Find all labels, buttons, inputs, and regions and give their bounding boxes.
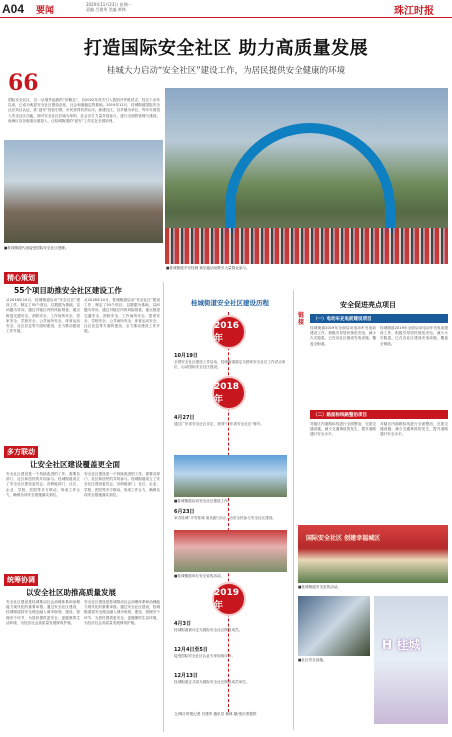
left-photo <box>4 140 163 243</box>
section-body-cont: 从2018年10月，桂城街道启动“安全社区”建设工作，制定了55个项目，以数据为基础，以问题为导向，通过对辖区内的风险排查，重点推进交通安全、消防安全、工作场所安全、居家安全、学校安全、公共场所安全、体育运动安全、社区应急等方面的建设，全力推动建设工作开展。 <box>84 298 160 334</box>
sidebar-photo-caption: ■社区安全设施。 <box>298 658 327 662</box>
date-block <box>86 2 176 12</box>
newspaper-logo: 珠江时报 <box>394 6 434 17</box>
sidebar-item-text-cont: 桂城街道2019年全面启动电动车充电前建设工作，积极引导居民规范充电，减少火灾隐患。已在各社区建成充电设施，覆盖全街道。 <box>380 326 448 346</box>
event-text: 全国安全社区建设工作启动，桂城街道被定为国家安全社区工作试点单位，启动国际安全社区建设。 <box>174 360 286 369</box>
column-divider <box>163 282 164 732</box>
timeline-title: 桂城街道安全社区建设历程 <box>191 299 269 307</box>
section-body: 从2018年10月，桂城街道启动“安全社区”建设工作，制定了55个项目，以数据为基础，以问题为导向，通过对辖区内的风险排查，重点推进交通安全、消防安全、工作场所安全、居家安全、学校安全、公共场所安全、体育运动安全、社区应急等方面的建设，全力推动建设工作开展。 <box>6 298 80 334</box>
section-body-cont: 安全社区建设是一个持续改进的工作，需要各部门、社区和居民的共同参与。桂城街道成立了安全社区建设委员会，各职能部门、社区、企业、学校、医院等多方联动，形成工作合力，确保各项安全措施落实到位。 <box>84 472 160 497</box>
headline: 打造国际安全社区 助力高质量发展 <box>83 38 369 59</box>
crowd <box>165 228 448 264</box>
timeline-photo-caption: ■桂城街道举办安全宣传活动。 <box>174 574 225 578</box>
building-sign: H 桂城 <box>382 638 421 652</box>
year-badge-2018: 2018年 <box>212 376 246 410</box>
timeline-photo-1 <box>174 455 287 497</box>
event-date: 12月4日至5日 <box>174 647 208 653</box>
section-tag: 多方联动 <box>4 446 38 458</box>
event-date: 12月13日 <box>174 673 198 679</box>
credit-line: 文/珠江时报记者 吕建华 通讯员 黄林 图/受访者提供 <box>174 712 257 716</box>
event-text: 举办桂城“平安桂城 欢乐跑”活动，动员全民参与安全社区建设。 <box>174 516 276 520</box>
inflatable-arch <box>225 123 395 233</box>
photo-banner: 国际安全社区 创建幸福城区 <box>306 535 381 542</box>
sidebar-photo-caption: ■桂城街道安全宣传活动。 <box>298 585 341 589</box>
main-photo-caption: ■桂城街道平安桂城 欢乐跑活动吸引大量群众参与。 <box>166 266 250 270</box>
sidebar-photo-3 <box>374 596 448 724</box>
masthead <box>0 0 452 18</box>
section-title: 55个项目助推安全社区建设工作 <box>14 286 122 295</box>
section-tag: 统筹协调 <box>4 574 38 586</box>
editor-line: 责编 吕建华 美编 黄林 <box>86 7 126 12</box>
sidebar-title: 安全促进亮点项目 <box>340 301 396 309</box>
subheadline: 桂城大力启动“安全社区”建设工作，为居民提供安全健康的环境 <box>106 66 346 76</box>
date-line: 2020年11月23日 星期一 <box>86 2 132 7</box>
left-photo-caption: ■桂城街道代表接受国际安全社区授牌。 <box>4 246 69 250</box>
sidebar-photo-2 <box>298 596 370 656</box>
event-date: 10月19日 <box>174 353 198 359</box>
sidebar-item-text: 对辖区内道路标线进行全面整治，完善交通设施，减少交通事故的发生，提升道路通行安全水平。 <box>310 422 376 437</box>
year-badge-2016: 2016年 <box>212 315 246 349</box>
section-name: 要闻 <box>36 6 55 16</box>
event-text: 桂城街道被评定为国际安全社区网络成员。 <box>174 628 243 632</box>
page-number: A04 <box>2 2 25 16</box>
timeline-photo-caption: ■桂城街道启动安全社区建设工作。 <box>174 499 232 503</box>
event-text: 接受国际安全社区认证专家现场评审。 <box>174 654 236 658</box>
main-photo <box>165 88 448 264</box>
section-body: 安全社区建设是桂城推动社会治理体系和治理能力现代化的重要举措。通过安全社区建设，桂城街道将安全理念融入城市规划、建设、管理各个环节，为居民提供更安全、更健康的生活环境，为经济社会高质量发展保驾护航。 <box>6 600 80 625</box>
section-tag: 精心策划 <box>4 272 38 284</box>
sidebar-item-heading: （一）电动车充电前建设项目 <box>310 314 448 323</box>
column-divider <box>293 290 294 730</box>
timeline-photo-2 <box>174 530 287 572</box>
event-date: 4月3日 <box>174 621 191 627</box>
quote-mark-icon: 66 <box>8 70 39 96</box>
intro-text: 国际安全社区，这一从境外起源的“洋概念”，自2002年首次引入我国开并推试点，经过十余年以来，已成为明显安全社区建设杂化，社会和谐稳定的基础。2019年12月，桂城街道国际安全社区项目认证，其“创安”经验引领，市民获得有效认可。新建社区，以乡镇为单位，每年年度投入安全社区功能，面对安全社区区域为单的，社会各方力量共同参与，进行全面的管理与建设。南海区各各街道全面投入，让桂城街道的“创安”工作走在全国前列。 <box>8 98 160 123</box>
sidebar-item-text-cont: 对辖区内道路标线进行全面整治，完善交通设施，减少交通事故的发生，提升道路通行安全水平。 <box>380 422 448 437</box>
section-body-cont: 安全社区建设是桂城推动社会治理体系和治理能力现代化的重要举措。通过安全社区建设，桂城街道将安全理念融入城市规划、建设、管理各个环节，为居民提供更安全、更健康的生活环境，为经济社会高质量发展保驾护航。 <box>84 600 160 625</box>
section-body: 安全社区建设是一个持续改进的工作，需要各部门、社区和居民的共同参与。桂城街道成立了安全社区建设委员会，各职能部门、社区、企业、学校、医院等多方联动，形成工作合力，确保各项安全措施落实到位。 <box>6 472 80 497</box>
timeline-line <box>228 312 229 712</box>
event-date: 6月23日 <box>174 509 195 515</box>
event-text: 桂城街道正式成为国际安全社区网络成员单位。 <box>174 680 250 684</box>
year-badge-2019: 2019年 <box>212 582 246 616</box>
event-date: 4月27日 <box>174 415 195 421</box>
sidebar-item-heading: （二）路面标线路整治项目 <box>310 410 448 419</box>
section-title: 以安全社区助推高质量发展 <box>26 588 116 597</box>
event-text: 通过广东省安全社区评定，获得“广东省安全社区”称号。 <box>174 422 264 426</box>
section-title: 让安全社区建设覆盖更全面 <box>30 460 120 469</box>
sidebar-photo-1 <box>298 525 448 583</box>
link-label: 链接 <box>298 312 305 326</box>
sidebar-item-text: 桂城街道2019年全面启动电动车充电前建设工作，积极引导居民规范充电，减少火灾隐患。已在各社区建成充电设施，覆盖全街道。 <box>310 326 376 346</box>
